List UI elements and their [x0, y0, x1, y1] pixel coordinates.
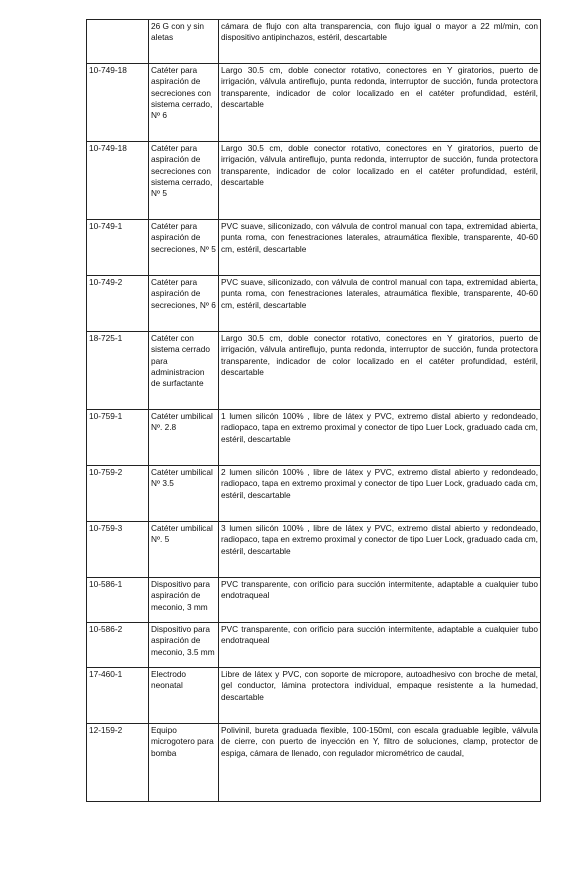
- product-description-cell: cámara de flujo con alta transparencia, con flujo igual o mayor a 22 ml/min, con dispositivo antipinchazos, estéril, descartable: [219, 20, 541, 64]
- product-code-cell: 10-749-18: [87, 64, 149, 142]
- product-code-cell: 10-749-18: [87, 142, 149, 220]
- product-code-cell: 10-759-1: [87, 410, 149, 466]
- table-row: [87, 668, 541, 724]
- product-code-cell: 10-759-3: [87, 522, 149, 578]
- product-name-cell: Dispositivo para aspiración de meconio, 3 mm: [149, 578, 219, 623]
- table-row: [87, 220, 541, 276]
- product-name-cell: 26 G con y sin aletas: [149, 20, 219, 64]
- table-row: [87, 332, 541, 410]
- product-code-cell: 10-759-2: [87, 466, 149, 522]
- table-row: [87, 142, 541, 220]
- product-name-cell: Catéter para aspiración de secreciones, Nº 5: [149, 220, 219, 276]
- table-row: [87, 410, 541, 466]
- product-code-cell: 10-586-1: [87, 578, 149, 623]
- table-row: [87, 20, 541, 64]
- product-name-cell: Catéter umbilical Nº 3.5: [149, 466, 219, 522]
- table-row: [87, 64, 541, 142]
- table-row: [87, 724, 541, 802]
- product-description-cell: Largo 30.5 cm, doble conector rotativo, conectores en Y giratorios, puerto de irrigación, válvula antireflujo, punta redonda, interruptor de succión, funda protectora transparente, indicador de color localizado en el catéter profundidad, estéril, descartable: [219, 142, 541, 220]
- product-code-cell: 10-586-2: [87, 623, 149, 668]
- product-name-cell: Dispositivo para aspiración de meconio, 3.5 mm: [149, 623, 219, 668]
- table-row: [87, 578, 541, 623]
- product-name-cell: Electrodo neonatal: [149, 668, 219, 724]
- product-description-cell: PVC suave, siliconizado, con válvula de control manual con tapa, extremidad abierta, punta roma, con fenestraciones laterales, atraumática flexible, transparente, 40-60 cm, estéril, descartable: [219, 276, 541, 332]
- product-description-cell: Largo 30.5 cm, doble conector rotativo, conectores en Y giratorios, puerto de irrigación, válvula antireflujo, punta redonda, interruptor de succión, funda protectora transparente, indicador de color localizado en el catéter profundidad, estéril, descartable: [219, 64, 541, 142]
- table-row: [87, 466, 541, 522]
- table-row: [87, 276, 541, 332]
- product-name-cell: Equipo microgotero para bomba: [149, 724, 219, 802]
- product-code-cell: 18-725-1: [87, 332, 149, 410]
- product-name-cell: Catéter umbilical Nº. 5: [149, 522, 219, 578]
- catalog-table-body: [87, 20, 541, 802]
- product-code-cell: 17-460-1: [87, 668, 149, 724]
- table-row: [87, 522, 541, 578]
- product-description-cell: PVC transparente, con orificio para succión intermitente, adaptable a cualquier tubo endotraqueal: [219, 623, 541, 668]
- product-description-cell: 3 lumen silicón 100% , libre de látex y PVC, extremo distal abierto y redondeado, radiopaco, tapa en extremo proximal y conector de tipo Luer Lock, graduado cada cm, estéril, descartable: [219, 522, 541, 578]
- product-description-cell: PVC transparente, con orificio para succión intermitente, adaptable a cualquier tubo endotraqueal: [219, 578, 541, 623]
- product-code-cell: 12-159-2: [87, 724, 149, 802]
- product-catalog-table: [86, 19, 541, 802]
- product-name-cell: Catéter para aspiración de secreciones con sistema cerrado, Nº 6: [149, 64, 219, 142]
- product-description-cell: Libre de látex y PVC, con soporte de micropore, autoadhesivo con broche de metal, gel conductor, lámina protectora individual, empaque resistente a la humedad, descartable: [219, 668, 541, 724]
- product-code-cell: 10-749-1: [87, 220, 149, 276]
- product-name-cell: Catéter para aspiración de secreciones con sistema cerrado, Nº 5: [149, 142, 219, 220]
- product-name-cell: Catéter con sistema cerrado para administracion de surfactante: [149, 332, 219, 410]
- product-description-cell: Polivinil, bureta graduada flexible, 100-150ml, con escala graduable legible, válvula de cierre, con puerto de inyección en Y, filtro de soluciones, clamp, protector de espiga, cámara de llenado, con regulador micrométrico de caudal,: [219, 724, 541, 802]
- product-description-cell: 2 lumen silicón 100% , libre de látex y PVC, extremo distal abierto y redondeado, radiopaco, tapa en extremo proximal y conector de tipo Luer Lock, graduado cada cm, estéril, descartable: [219, 466, 541, 522]
- product-description-cell: PVC suave, siliconizado, con válvula de control manual con tapa, extremidad abierta, punta roma, con fenestraciones laterales, atraumática flexible, transparente, 40-60 cm, estéril, descartable: [219, 220, 541, 276]
- product-name-cell: Catéter para aspiración de secreciones, Nº 6: [149, 276, 219, 332]
- product-description-cell: Largo 30.5 cm, doble conector rotativo, conectores en Y giratorios, puerto de irrigación, válvula antireflujo, punta redonda, interruptor de succión, funda protectora transparente, indicador de color localizado en el catéter profundidad, estéril, descartable: [219, 332, 541, 410]
- product-description-cell: 1 lumen silicón 100% , libre de látex y PVC, extremo distal abierto y redondeado, radiopaco, tapa en extremo proximal y conector de tipo Luer Lock, graduado cada cm, estéril, descartable: [219, 410, 541, 466]
- table-row: [87, 623, 541, 668]
- product-code-cell: 10-749-2: [87, 276, 149, 332]
- product-name-cell: Catéter umbilical Nº. 2.8: [149, 410, 219, 466]
- product-code-cell: [87, 20, 149, 64]
